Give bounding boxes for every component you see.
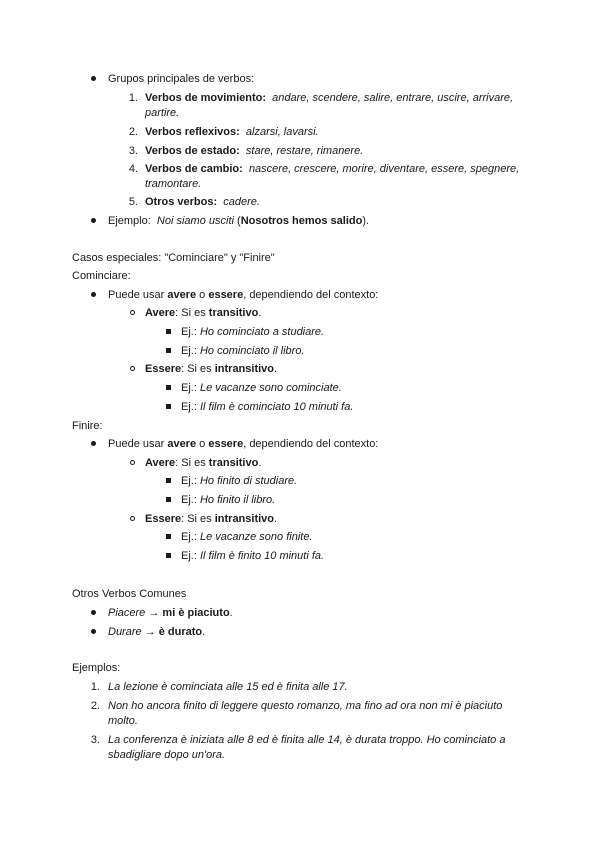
cominciare-essere-rule <box>145 362 277 376</box>
bullet-square <box>166 385 171 390</box>
intro-avere: avere <box>167 289 197 301</box>
list-number: 2. <box>128 126 138 138</box>
otros-end: . <box>202 626 206 638</box>
example-text: Le vacanze sono cominciate. <box>199 382 342 394</box>
ej-label: Ej.: <box>181 475 197 487</box>
example-item <box>181 381 342 395</box>
ej-label: Ej.: <box>181 345 197 357</box>
example-text: Ho cominciato il libro. <box>199 345 305 357</box>
ej-label: Ej.: <box>181 382 197 394</box>
paren-close: ). <box>362 215 370 227</box>
ejemplo-sentence: Non ho ancora finito di leggere questo romanzo, ma fino ad ora non mi è piaciuto <box>108 700 503 712</box>
rule-kind: transitivo <box>208 457 259 469</box>
verb-group-term: Otros verbos: <box>145 196 218 208</box>
otros-verb: Piacere <box>108 607 146 619</box>
example-item <box>181 474 297 488</box>
list-number: 1. <box>90 681 100 693</box>
bullet-square <box>166 553 171 558</box>
rule-kind: intransitivo <box>214 513 275 525</box>
example-text: Le vacanze sono finite. <box>199 531 313 543</box>
list-number: 3. <box>90 734 100 746</box>
paren-open: ( <box>237 215 241 227</box>
example-item <box>181 400 353 414</box>
list-item <box>145 125 319 139</box>
verb-group-verbs: alzarsi, lavarsi. <box>245 126 319 138</box>
ejemplo-sentence: La conferenza è iniziata alle 8 ed è finita alle 14, è durata troppo. Ho cominciato a <box>108 734 506 746</box>
rule-term: Avere <box>145 307 176 319</box>
rule-term: Avere <box>145 457 176 469</box>
intro-essere: essere <box>208 438 244 450</box>
bullet-square <box>166 478 171 483</box>
example-text: Ho cominciato a studiare. <box>199 326 325 338</box>
example-text: Il film è finito 10 minuti fa. <box>199 550 325 562</box>
bullet-square <box>166 497 171 502</box>
ej-label: Ej.: <box>181 494 197 506</box>
arrow-text: → <box>145 607 163 619</box>
bullet-circle <box>130 460 135 465</box>
verb-group-term: Verbos de cambio: <box>145 163 243 175</box>
example-text: Ho finito di studiare. <box>199 475 298 487</box>
otros-result: è durato <box>158 626 203 638</box>
list-item <box>145 162 519 176</box>
example-item <box>181 549 324 563</box>
list-item <box>145 91 513 105</box>
casos-heading: Casos especiales: "Cominciare" y "Finire" <box>72 252 275 264</box>
otros-end: . <box>229 607 233 619</box>
bullet-dot <box>91 441 96 446</box>
example-item <box>181 530 313 544</box>
ejemplo-line <box>108 214 369 228</box>
ej-label: Ej.: <box>181 326 197 338</box>
verb-group-term: Verbos de movimiento: <box>145 92 267 104</box>
bullet-square <box>166 404 171 409</box>
rule-mid: : Si es <box>181 363 215 375</box>
intro-text: o <box>196 289 209 301</box>
rule-term: Essere <box>145 363 182 375</box>
verb-group-verbs-cont: partire. <box>145 107 180 119</box>
list-number: 2. <box>90 700 100 712</box>
ejemplo-spanish: Nosotros hemos salido <box>240 215 363 227</box>
example-text: Ho finito il libro. <box>199 494 276 506</box>
bullet-dot <box>91 76 96 81</box>
list-item <box>145 144 363 158</box>
rule-end: . <box>274 363 278 375</box>
list-number: 1. <box>128 92 138 104</box>
list-number: 5. <box>128 196 138 208</box>
verb-group-verbs: nascere, crescere, morire, diventare, essere, spegnere, <box>248 163 520 175</box>
verb-group-verbs-cont: tramontare. <box>145 178 202 190</box>
intro-text: , dependiendo del contexto: <box>243 438 379 450</box>
arrow-text: → <box>141 626 159 638</box>
rule-end: . <box>258 307 262 319</box>
grupos-label: Grupos principales de verbos: <box>108 73 255 85</box>
intro-text: Puede usar <box>108 289 168 301</box>
ejemplo-sentence-cont: sbadigliare dopo un'ora. <box>108 749 226 761</box>
bullet-dot <box>91 218 96 223</box>
example-item <box>181 325 324 339</box>
bullet-square <box>166 348 171 353</box>
intro-text: o <box>196 438 209 450</box>
ejemplos-heading: Ejemplos: <box>72 662 121 674</box>
bullet-square <box>166 329 171 334</box>
rule-mid: : Si es <box>175 307 209 319</box>
finire-essere-rule <box>145 512 277 526</box>
bullet-dot <box>91 292 96 297</box>
bullet-dot <box>91 629 96 634</box>
bullet-circle <box>130 516 135 521</box>
ejemplo-sentence-cont: molto. <box>108 715 138 727</box>
ej-label: Ej.: <box>181 531 197 543</box>
rule-mid: : Si es <box>175 457 209 469</box>
otros-result: mi è piaciuto <box>162 607 230 619</box>
cominciare-heading: Cominciare: <box>72 270 131 282</box>
list-number: 3. <box>128 145 138 157</box>
otros-item <box>108 606 233 620</box>
bullet-dot <box>91 610 96 615</box>
intro-text: Puede usar <box>108 438 168 450</box>
rule-end: . <box>274 513 278 525</box>
example-item <box>181 344 305 358</box>
finire-heading: Finire: <box>72 420 103 432</box>
example-text: Il film è cominciato 10 minuti fa. <box>199 401 354 413</box>
ejemplo-sentence: La lezione è cominciata alle 15 ed è finita alle 17. <box>108 681 348 693</box>
bullet-square <box>166 534 171 539</box>
rule-end: . <box>258 457 262 469</box>
list-item <box>145 195 260 209</box>
list-number: 4. <box>128 163 138 175</box>
bullet-circle <box>130 310 135 315</box>
verb-group-verbs: andare, scendere, salire, entrare, uscire, arrivare, <box>272 92 514 104</box>
otros-heading: Otros Verbos Comunes <box>72 588 187 600</box>
otros-verb: Durare <box>108 626 142 638</box>
ejemplo-italian: Noi siamo usciti <box>156 215 234 227</box>
rule-term: Essere <box>145 513 182 525</box>
rule-kind: transitivo <box>208 307 259 319</box>
finire-intro <box>108 437 378 451</box>
rule-kind: intransitivo <box>214 363 275 375</box>
intro-text: , dependiendo del contexto: <box>243 289 379 301</box>
intro-avere: avere <box>167 438 197 450</box>
intro-essere: essere <box>208 289 244 301</box>
rule-mid: : Si es <box>181 513 215 525</box>
otros-item <box>108 625 205 639</box>
verb-group-term: Verbos de estado: <box>145 145 240 157</box>
verb-group-term: Verbos reflexivos: <box>145 126 240 138</box>
verb-group-verbs: cadere. <box>223 196 260 208</box>
example-item <box>181 493 275 507</box>
ej-label: Ej.: <box>181 401 197 413</box>
verb-group-verbs: stare, restare, rimanere. <box>245 145 364 157</box>
bullet-circle <box>130 366 135 371</box>
ej-label: Ej.: <box>181 550 197 562</box>
finire-avere-rule <box>145 456 261 470</box>
cominciare-intro <box>108 288 378 302</box>
ejemplo-label: Ejemplo: <box>108 215 151 227</box>
cominciare-avere-rule <box>145 306 261 320</box>
